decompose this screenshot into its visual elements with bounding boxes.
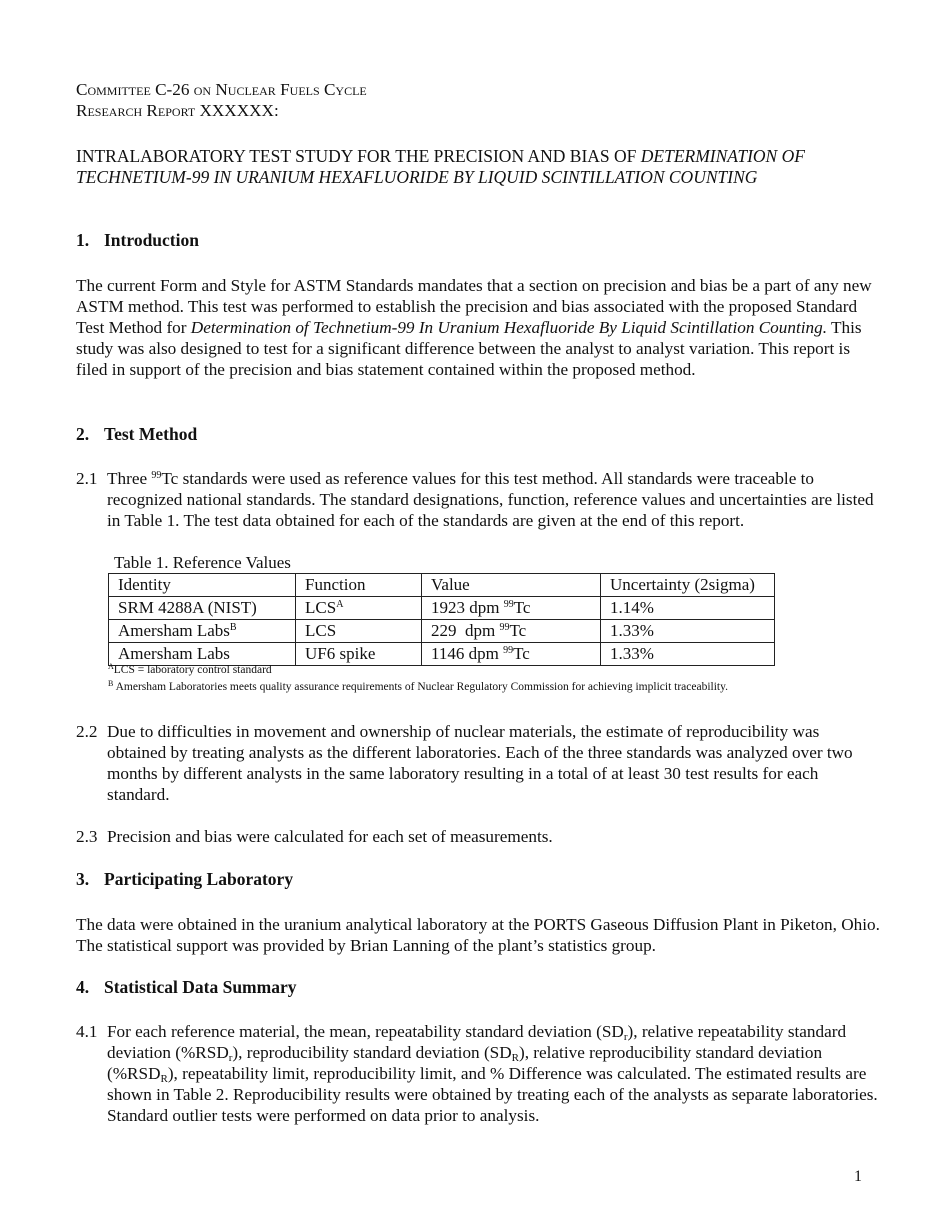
item-2-2 — [76, 721, 880, 805]
cell-function — [296, 597, 422, 620]
cell-uncertainty: 1.14% — [601, 597, 775, 620]
intro-method-title: Determination of Technetium-99 In Uranium Hexafluoride By Liquid Scintillation Counting. — [190, 318, 828, 337]
committee-line: Committee C-26 on Nuclear Fuels Cycle — [76, 80, 367, 99]
subscript-r: r — [228, 1052, 233, 1064]
header-function: Function — [296, 574, 422, 597]
item-text: Tc standards were used as reference values for this test method. All standards were traceable to recognized national standards. The standard designations, function, reference values and uncertainties are listed in Table 1. The test data obtained for each of the standards are given at the end of this report. — [107, 469, 874, 530]
cell-function — [296, 620, 422, 643]
identity-text: SRM 4288A (NIST) — [118, 598, 257, 617]
title-italic: DETERMINATION OF TECHNETIUM-99 IN URANIUM HEXAFLUORIDE BY LIQUID SCINTILLATION COUNTING — [76, 146, 805, 187]
cell-identity — [109, 597, 296, 620]
isotope-symbol: Tc — [509, 621, 527, 640]
report-line: Research Report XXXXXX: — [76, 101, 279, 120]
section-number: 4. — [76, 977, 90, 997]
cell-value — [422, 597, 601, 620]
footnote-mark: B — [229, 622, 237, 633]
isotope-symbol: Tc — [513, 598, 531, 617]
item-text: ), relative repeatability standard deviation (%RSD — [107, 1022, 847, 1062]
item-number: 2.1 — [76, 469, 98, 488]
isotope-superscript: 99 — [151, 470, 162, 481]
section-title: Test Method — [104, 424, 198, 444]
table-row — [109, 643, 775, 666]
section-3-heading — [76, 869, 880, 890]
header-identity: Identity — [109, 574, 296, 597]
table-row — [109, 620, 775, 643]
section-number: 1. — [76, 230, 90, 250]
item-text: Precision and bias were calculated for each set of measurements. — [107, 827, 553, 846]
subscript-R: R — [511, 1052, 519, 1064]
cell-uncertainty: 1.33% — [601, 620, 775, 643]
section-2-heading — [76, 424, 880, 445]
item-text: ), repeatability limit, reproducibility limit, and % Difference was calculated. The estimated results are shown in Table 2. Reproducibility results were obtained by treating each of the analysts as separate laboratories. Standard outlier tests were performed on data prior to analysis. — [107, 1064, 878, 1125]
item-number: 2.2 — [76, 722, 98, 741]
section-1-heading — [76, 230, 880, 251]
item-text: Due to difficulties in movement and ownership of nuclear materials, the estimate of reproducibility was obtained by treating analysts as the different laboratories. Each of the three standards was analyzed over two months by different analysts in the same laboratory resulting in a total of at least 30 test results for each standard. — [107, 722, 853, 804]
item-number: 4.1 — [76, 1022, 98, 1041]
isotope-superscript: 99 — [499, 622, 510, 633]
header-value: Value — [422, 574, 601, 597]
value-text: 1923 dpm — [431, 598, 500, 617]
table-row — [109, 597, 775, 620]
introduction-paragraph — [76, 275, 880, 380]
cell-value — [422, 620, 601, 643]
section-title: Participating Laboratory — [104, 869, 294, 889]
cell-value — [422, 643, 601, 666]
cell-identity — [109, 620, 296, 643]
isotope-superscript: 99 — [503, 645, 514, 656]
table-1-caption: Table 1. Reference Values — [114, 553, 291, 572]
section-title: Statistical Data Summary — [104, 977, 297, 997]
function-text: LCS — [305, 621, 337, 640]
cell-identity — [109, 643, 296, 666]
section-number: 2. — [76, 424, 90, 444]
item-4-1 — [76, 1021, 880, 1126]
item-text: ), reproducibility standard deviation (SD — [232, 1043, 512, 1062]
footnote-mark: B — [108, 679, 114, 688]
reference-values-table — [108, 573, 775, 666]
intro-text-a: The current Form and Style for ASTM Standards mandates that a section on precision and bias be a part of any new ASTM method. This test was performed to establish the precision and bias associated with the proposed Standard Test Method for — [76, 276, 872, 337]
document-title — [76, 146, 870, 188]
item-number: 2.3 — [76, 827, 98, 846]
footnote-text: LCS = laboratory control standard — [113, 664, 272, 676]
table-footnote-b — [108, 681, 728, 694]
section-title: Introduction — [104, 230, 199, 250]
item-text: Three — [107, 469, 148, 488]
function-text: LCS — [305, 598, 337, 617]
value-text: 1146 dpm — [431, 644, 499, 663]
item-2-3 — [76, 826, 880, 847]
subscript-r: r — [623, 1031, 628, 1043]
table-footnote-a — [108, 664, 272, 677]
isotope-symbol: Tc — [513, 644, 530, 663]
header-uncertainty: Uncertainty (2sigma) — [601, 574, 775, 597]
cell-function — [296, 643, 422, 666]
cell-uncertainty: 1.33% — [601, 643, 775, 666]
participating-lab-paragraph: The data were obtained in the uranium analytical laboratory at the PORTS Gaseous Diffusion Plant in Piketon, Ohio. The statistical support was provided by Brian Lanning of the plant’s statistics group. — [76, 915, 880, 955]
function-text: UF6 spike — [305, 644, 376, 663]
table-header-row — [109, 574, 775, 597]
identity-text: Amersham Labs — [118, 621, 230, 640]
footnote-text: Amersham Laboratories meets quality assurance requirements of Nuclear Regulatory Commission for achieving implicit traceability. — [115, 681, 728, 693]
footnote-mark: A — [336, 599, 344, 610]
value-text: 229 dpm — [431, 621, 496, 640]
section-number: 3. — [76, 869, 90, 889]
page-number: 1 — [854, 1168, 862, 1185]
intro-text-b: This study was also designed to test for a significant difference between the analyst to analyst variation. This report is filed in support of the precision and bias statement contained within the proposed method. — [76, 318, 862, 379]
item-text: ), relative reproducibility standard deviation (%RSD — [107, 1043, 823, 1083]
section-4-heading — [76, 977, 880, 998]
footnote-mark: A — [108, 662, 114, 671]
subscript-R: R — [160, 1073, 168, 1085]
isotope-superscript: 99 — [503, 599, 514, 610]
identity-text: Amersham Labs — [118, 644, 230, 663]
report-header — [76, 79, 880, 121]
title-plain: INTRALABORATORY TEST STUDY FOR THE PRECISION AND BIAS OF — [76, 146, 637, 166]
item-2-1 — [76, 468, 880, 531]
item-text: For each reference material, the mean, repeatability standard deviation (SD — [107, 1022, 624, 1041]
